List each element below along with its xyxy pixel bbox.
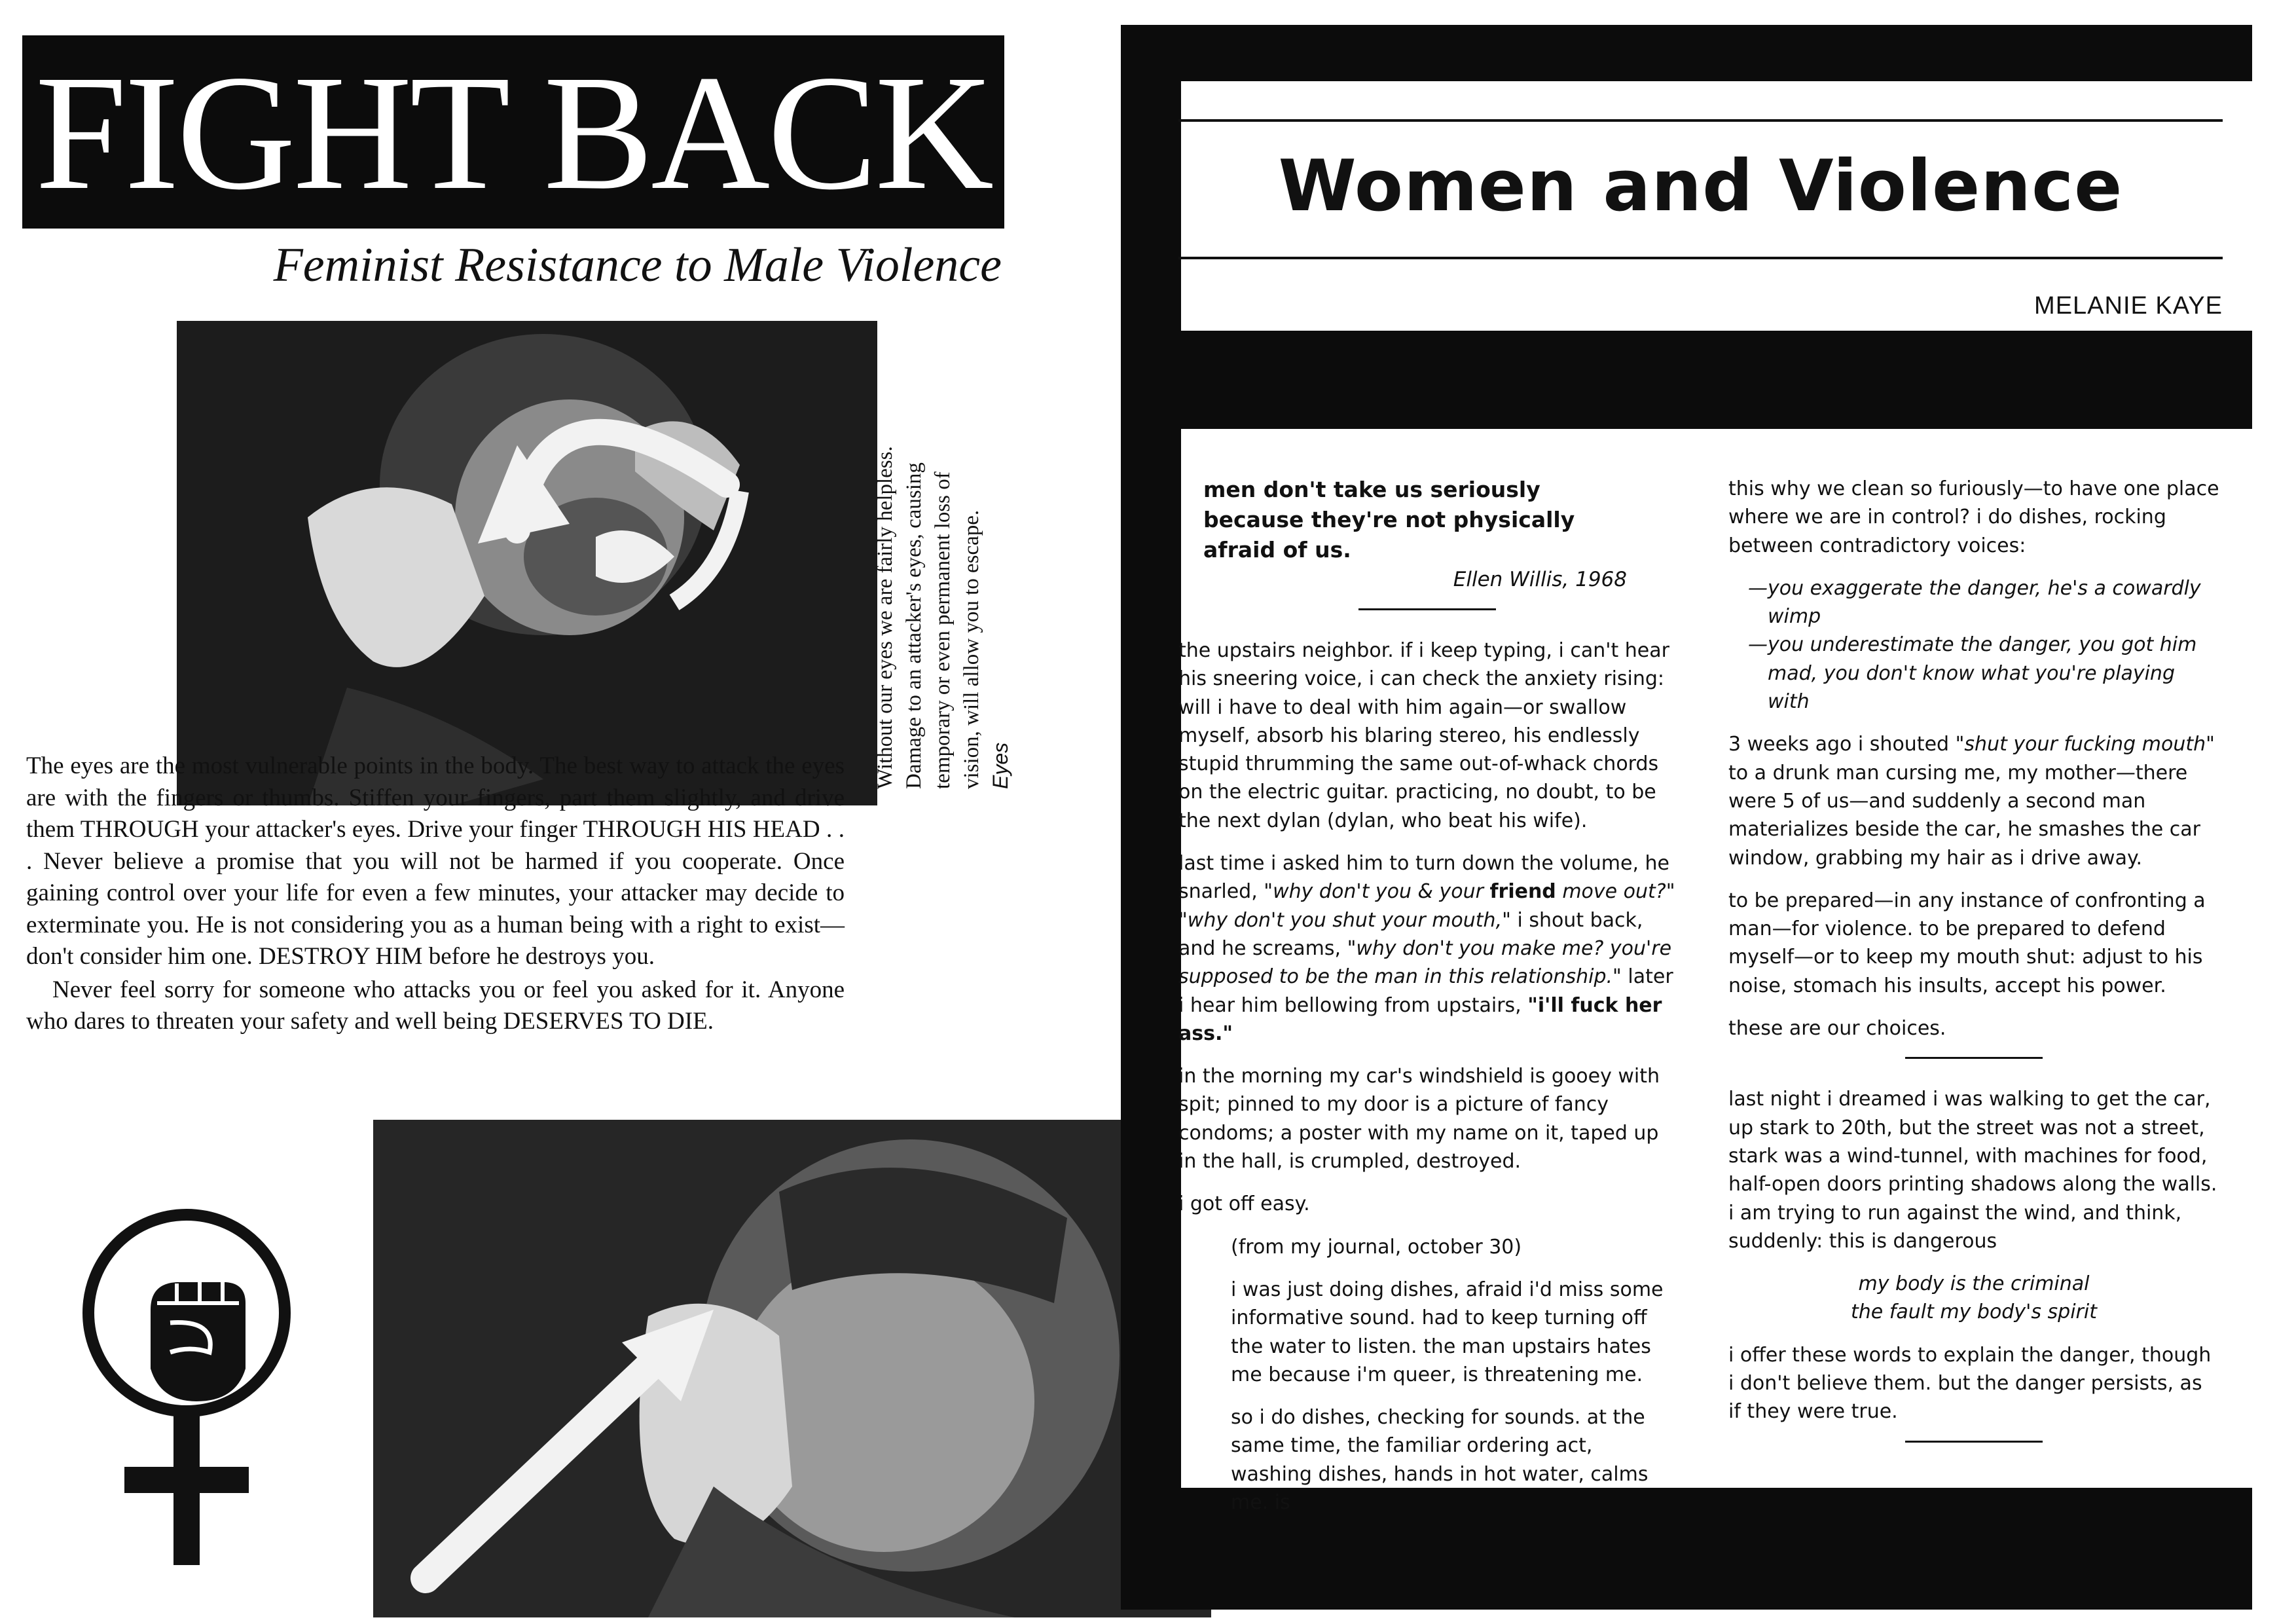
eyes-caption-text: Without our eyes we are fairly helpless. Damage to an attacker's eyes, causing temporary or even permanent loss of vision, will allow you to escape. [873, 446, 983, 789]
journal-paragraph-1: i was just doing dishes, afraid i'd miss some informative sound. had to keep turning off the water to listen. the man upstairs hates me because i'm queer, is threatening me. [1231, 1278, 1664, 1386]
fist-in-venus-symbol-icon [79, 1205, 295, 1572]
title-rule-bottom [1178, 257, 2223, 259]
paragraph-dream: last night i dreamed i was walking to get the car, up stark to 20th, but the street was not a street, stark was a wind-tunnel, with machines for food, half-open doors printing shadows along the walls. i am trying to run against the wind, and think, suddenly: this is dangerous [1728, 1088, 2217, 1253]
journal-paragraph-2: so i do dishes, checking for sounds. at the same time, the familiar ordering act, washing dishes, hands in hot water, calms me. is [1231, 1406, 1649, 1515]
article-column-2 [1728, 475, 2219, 1469]
poem-line-1: my body is the criminal [1858, 1272, 2090, 1296]
voice-line-2: —you underestimate the danger, you got him mad, you don't know what you're playing with [1748, 633, 2197, 714]
paragraph-choices: these are our choices. [1728, 1017, 1946, 1041]
article-column-1 [1178, 475, 1676, 1517]
man-clutching-eyes-illustration [177, 321, 877, 805]
article-author: MELANIE KAYE [2034, 292, 2223, 320]
page-subtitle: Feminist Resistance to Male Violence [273, 238, 1002, 292]
paragraph-offer-words: i offer these words to explain the danger, though i don't believe them. but the danger persists, as if they were true. [1728, 1343, 2212, 1424]
voice-line-1: —you exaggerate the danger, he's a cowardly wimp [1748, 576, 2201, 629]
poem-line-2: the fault my body's spirit [1851, 1301, 2097, 1324]
eyes-instructions [26, 750, 845, 1038]
eyes-caption-heading: Eyes [989, 742, 1012, 789]
text-run: i shout back, and he screams, [1178, 908, 1643, 960]
paragraph-morning: in the morning my car's windshield is gooey with spit; pinned to my door is a picture of fancy condoms; a poster with my name on it, taped up in the hall, is crumpled, destroyed. [1178, 1065, 1660, 1173]
eyes-caption [871, 422, 1015, 789]
finger-in-eye-illustration [373, 1120, 1211, 1617]
paragraph-upstairs-neighbor: the upstairs neighbor. if i keep typing, i can't hear his sneering voice, i can check the anxiety rising: will i have to deal with him again—or swallow myself, absorb his blaring stereo, his endlessly stupid thrumming the same out-of-whack chords on the electric guitar. practicing, no doubt, to be the next dylan (dylan, who beat his wife). [1178, 639, 1669, 832]
journal-heading: (from my journal, october 30) [1231, 1235, 1522, 1259]
eyes-paragraph-2: Never feel sorry for someone who attacks you or feel you asked for it. Anyone who dares to threaten your safety and well being DESERVES TO DIE. [26, 976, 845, 1035]
text-run: to a drunk man cursing me, my mother—there were 5 of us—and suddenly a second man materializes beside the car, he smashes the car window, grabbing my hair as i drive away. [1728, 761, 2200, 870]
finger-in-eye-photo [373, 1120, 1211, 1617]
text-run: later i hear him bellowing from upstairs, [1178, 965, 1673, 1017]
right-page-top-border [1121, 25, 2252, 81]
right-page-header-divider [1121, 331, 2252, 429]
section-divider-end [1905, 1441, 2043, 1443]
text-run: 3 weeks ago i shouted [1728, 733, 1956, 756]
text-run: last time i asked him to turn down the volume, he snarled, [1178, 852, 1670, 904]
article-title: Women and Violence [1278, 145, 2123, 227]
epigraph-quote: men don't take us seriously because they're not physically afraid of us. [1203, 477, 1575, 563]
page-title: FIGHT BACK [35, 41, 992, 224]
right-page-spine-border [1121, 25, 1181, 1610]
quote-run: "shut your fucking mouth" [1955, 733, 2215, 756]
bold-run: friend [1489, 880, 1556, 904]
quote-run: "why don't you make me? you're supposed to be the man in this relationship." [1178, 936, 1672, 989]
quote-run: "why don't you & your [1264, 880, 1490, 904]
title-rule-top [1178, 119, 2223, 122]
man-clutching-eyes-photo [177, 321, 877, 805]
quote-run: move out?" "why don't you shut your mouth," [1178, 880, 1675, 932]
bold-quote-run: "i'll fuck her ass." [1178, 993, 1662, 1045]
paragraph-three-weeks [1728, 730, 2219, 872]
section-divider [1905, 1057, 2043, 1059]
paragraph-to-be-prepared: to be prepared—in any instance of confronting a man—for violence. to be prepared to defend myself—or to keep my mouth shut: adjust to his noise, stomach his insults, accept his power. [1728, 889, 2206, 997]
epigraph-attribution: Ellen Willis, 1968 [1453, 568, 1627, 591]
paragraph-last-time [1178, 849, 1676, 1048]
eyes-paragraph-1: The eyes are the most vulnerable points in the body. The best way to attack the eyes are with the fingers or thumbs. Stiffen your fingers, part them slightly, and drive them THROUGH your attacker's eyes. Drive your finger THROUGH HIS HEAD . . . Never believe a promise that you will not be harmed if you cooperate. Once gaining control over your life for even a few minutes, your attacker may decide to exterminate you. He is not considering you as a human being with a right to exist—don't consider him one. DESTROY HIM before he destroys you. [26, 752, 845, 970]
paragraph-clean-furiously: this why we clean so furiously—to have one place where we are in control? i do dishes, rocking between contradictory voices: [1728, 477, 2219, 557]
fist-symbol-graphic [79, 1205, 295, 1572]
paragraph-got-off-easy: i got off easy. [1178, 1192, 1310, 1216]
section-divider [1358, 608, 1496, 610]
